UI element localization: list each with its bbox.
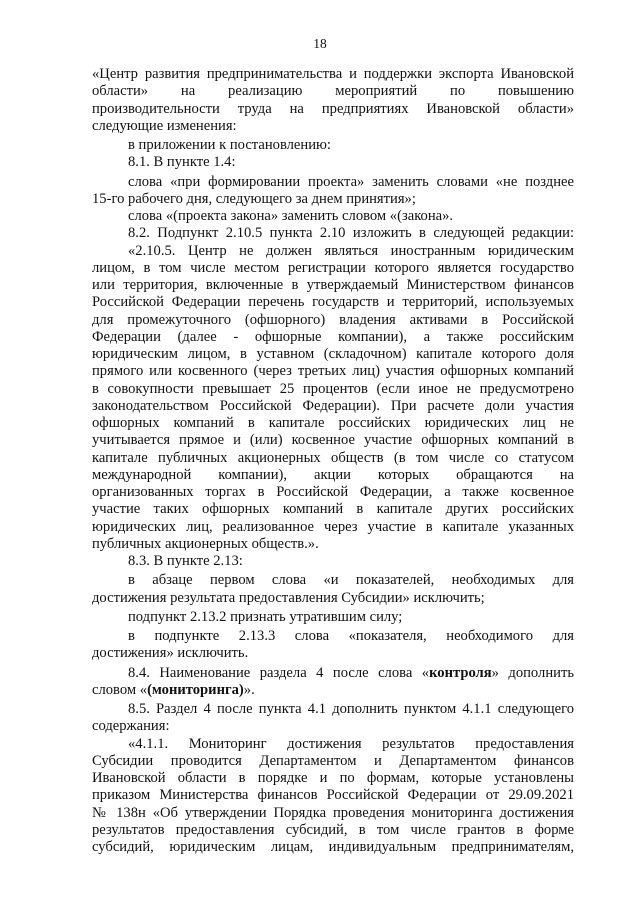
text-line: 8.2. Подпункт 2.10.5 пункта 2.10 изложить в следующей редакции: (128, 225, 574, 242)
text-line: лицом, в том числе местом регистрации которого является государство (92, 259, 574, 276)
bold-word: контроля (429, 664, 492, 681)
text-line (92, 665, 574, 682)
text-line: капитале публичных акционерных обществ (в том числе со статусом (92, 449, 574, 466)
text-line: офшорных компаний в капитале российских юридических лиц не (92, 415, 574, 431)
text-line: достижения» исключить. (92, 645, 249, 662)
text-run: словом « (92, 681, 148, 698)
page-number: 18 (313, 36, 327, 51)
text-line: публичных акционерных обществ.». (92, 535, 319, 552)
text-line: юридических лиц, реализованное через участие в капитале указанных (92, 518, 574, 535)
text-run: 8.4. Наименование раздела 4 после слова « (128, 664, 430, 681)
text-line: Российской Федерации перечень государств и территорий, используемых (92, 294, 574, 311)
text-line: для промежуточного (офшорного) владения активами в Российской (92, 311, 574, 328)
text-line: в подпункте 2.13.3 слова «показателя, необходимого для (128, 628, 574, 644)
text-line: приказом Министерства финансов Российской Федерации от 29.09.2021 (92, 787, 574, 804)
text-line: «4.1.1. Мониторинг достижения результатов предоставления (128, 735, 574, 752)
text-line: «2.10.5. Центр не должен являться иностранным юридическим (128, 242, 574, 259)
text-line: учитывается прямое и (или) косвенное участие офшорных компаний в (92, 432, 574, 449)
text-line: в приложении к постановлению: (128, 137, 331, 153)
text-run: » дополнить (491, 664, 574, 681)
text-line: международной компании), акции которых обращаются на (92, 466, 574, 483)
text-line: Федерации (далее - офшорные компании), а также российским (92, 328, 574, 345)
text-line: подпункт 2.13.2 признать утратившим силу; (128, 608, 403, 625)
text-run: ». (243, 681, 255, 698)
text-line: субсидий, юридическим лицам, индивидуальным предпринимателям, (92, 839, 574, 855)
document-body (92, 66, 574, 856)
text-line: достижения результата предоставления Субсидии» исключить; (92, 589, 485, 606)
text-line: области» на реализацию мероприятий по повышению (92, 83, 574, 100)
text-line: № 138н «Об утверждении Порядка проведения мониторинга достижения (92, 804, 574, 821)
text-line: в абзаце первом слова «и показателей, необходимых для (128, 572, 574, 589)
text-line: 8.5. Раздел 4 после пункта 4.1 дополнить пунктом 4.1.1 следующего (128, 701, 574, 717)
text-line: результатов предоставления субсидий, в том числе грантов в форме (92, 821, 574, 838)
text-line: организованных торгах в Российской Федерации, а также косвенное (92, 484, 574, 500)
text-line: прямого или косвенного (через третьих лиц) участия офшорных компаний (92, 363, 574, 380)
text-line: в совокупности превышает 25 процентов (если иное не предусмотрено (92, 380, 574, 397)
text-line: участие таких офшорных компаний в капитале других российских (92, 501, 574, 518)
text-line: законодательством Российской Федерации). При расчете доли участия (92, 397, 574, 414)
text-line: 15-го рабочего дня, следующего за днем принятия»; (92, 190, 416, 207)
text-line: содержания: (92, 718, 170, 735)
text-line (92, 682, 574, 699)
text-line: слова «при формировании проекта» заменить словами «не позднее (128, 173, 574, 190)
bold-word: (мониторинга) (147, 681, 244, 698)
text-line: следующие изменения: (92, 117, 237, 134)
text-line: 8.3. В пункте 2.13: (128, 553, 243, 569)
text-line: Субсидии проводится Департаментом и Департаментом финансов (92, 752, 574, 769)
text-line: «Центр развития предпринимательства и поддержки экспорта Ивановской (92, 66, 574, 82)
text-line: 8.1. В пункте 1.4: (128, 154, 236, 171)
text-line: слова «(проекта закона» заменить словом «(закона». (128, 208, 454, 224)
text-line: юридическим лицом, в уставном (складочном) капитале которого доля (92, 346, 574, 362)
text-line: Ивановской области в порядке и по формам, которые установлены (92, 770, 574, 786)
text-line: производительности труда на предприятиях Ивановской области» (92, 100, 574, 117)
text-line: или территория, включенные в утверждаемый Министерством финансов (92, 277, 574, 293)
